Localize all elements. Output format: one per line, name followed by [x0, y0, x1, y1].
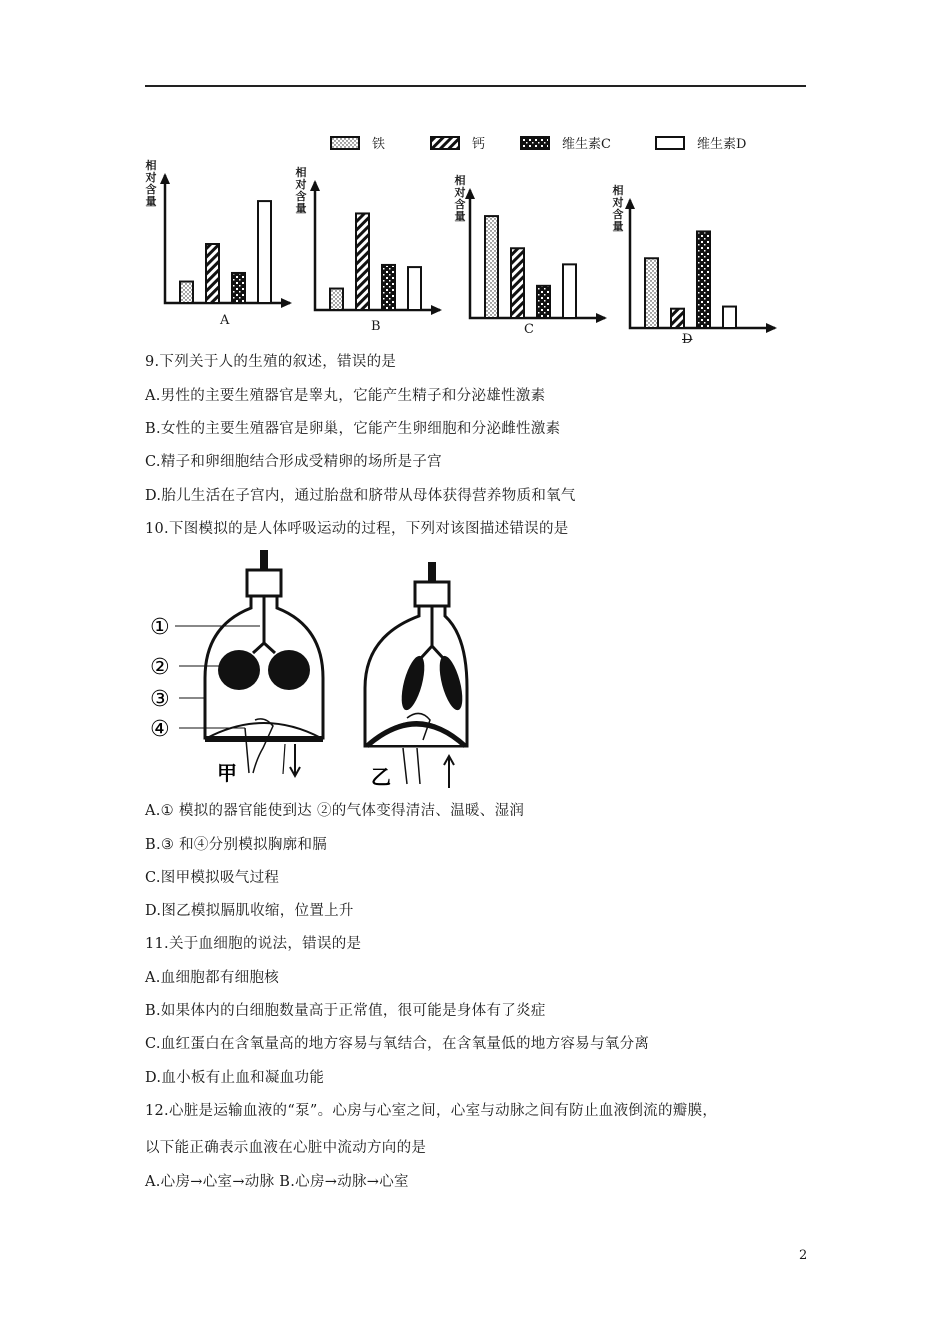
legend-swatch-hatch — [430, 136, 460, 150]
jar-right — [365, 562, 467, 788]
question-10-option-b: B.③ 和④分别模拟胸廓和膈 — [145, 837, 328, 853]
bar-chart-plot — [295, 162, 445, 317]
marker-2: ② — [150, 655, 170, 680]
legend-swatch-dots — [330, 136, 360, 150]
question-10-option-a: A.① 模拟的器官能使到达 ②的气体变得清洁、温暖、湿润 — [145, 803, 525, 819]
jar-left — [205, 550, 323, 776]
bar-dots — [645, 258, 658, 328]
question-10-option-c: C.图甲模拟吸气过程 — [145, 870, 280, 886]
question-9: 9.下列关于人的生殖的叙述，错误的是 — [145, 354, 397, 370]
bar-dots — [330, 289, 343, 310]
bar-checker — [697, 231, 710, 328]
bar-checker — [537, 286, 550, 318]
bar-empty — [408, 267, 421, 310]
page-number: 2 — [799, 1248, 808, 1263]
bar-empty — [258, 201, 271, 303]
legend-label: 维生素C — [562, 137, 611, 152]
top-rule — [145, 85, 806, 87]
bar-chart-a — [145, 155, 295, 335]
question-10-option-d: D.图乙模拟膈肌收缩，位置上升 — [145, 903, 354, 919]
question-10: 10.下图模拟的是人体呼吸运动的过程，下列对该图描述错误的是 — [145, 521, 569, 537]
legend-swatch-empty — [655, 136, 685, 150]
bar-empty — [563, 264, 576, 318]
label-jia: 甲 — [217, 761, 237, 785]
x-axis-label: A — [220, 313, 230, 328]
question-11-option-a: A.血细胞都有细胞核 — [145, 970, 280, 986]
question-9-option-c: C.精子和卵细胞结合形成受精卵的场所是子宫 — [145, 454, 442, 470]
y-axis-arrow — [310, 180, 320, 191]
question-11-option-d: D.血小板有止血和凝血功能 — [145, 1070, 325, 1086]
legend-item-vitamin-d — [655, 133, 746, 152]
bar-chart-b — [295, 162, 445, 342]
x-axis-arrow — [281, 298, 292, 308]
bar-dots — [180, 282, 193, 303]
x-axis-label: B — [371, 319, 381, 334]
x-axis-arrow — [431, 305, 442, 315]
y-axis-label: 相对含量 — [295, 166, 307, 215]
bar-checker — [232, 273, 245, 303]
marker-1: ① — [150, 615, 170, 640]
question-12-continued: 以下能正确表示血液在心脏中流动方向的是 — [145, 1140, 427, 1156]
bar-chart-d — [610, 180, 780, 350]
bar-hatch — [511, 248, 524, 318]
bar-hatch — [671, 309, 684, 328]
marker-4: ④ — [150, 717, 170, 742]
chart-legend — [330, 133, 800, 163]
legend-item-calcium — [430, 133, 485, 152]
bar-hatch — [356, 213, 369, 310]
y-axis-label: 相对含量 — [454, 174, 466, 223]
question-11-option-b: B.如果体内的白细胞数量高于正常值，很可能是身体有了炎症 — [145, 1003, 546, 1019]
bar-chart-plot — [145, 155, 295, 310]
y-axis-label: 相对含量 — [612, 184, 624, 233]
legend-label: 钙 — [472, 137, 486, 152]
question-12: 12.心脏是运输血液的“泵”。心房与心室之间，心室与动脉之间有防止血液倒流的瓣膜， — [145, 1103, 718, 1119]
question-9-option-d: D.胎儿生活在子宫内，通过胎盘和脐带从母体获得营养物质和氧气 — [145, 488, 576, 504]
legend-label: 维生素D — [697, 137, 747, 152]
x-axis-arrow — [766, 323, 777, 333]
y-axis-arrow — [465, 188, 475, 199]
legend-swatch-checker — [520, 136, 550, 150]
legend-item-iron — [330, 133, 385, 152]
question-11-option-c: C.血红蛋白在含氧量高的地方容易与氧结合，在含氧量低的地方容易与氧分离 — [145, 1036, 650, 1052]
label-yi: 乙 — [371, 765, 391, 788]
legend-item-vitamin-c — [520, 133, 611, 152]
bar-checker — [382, 265, 395, 310]
breathing-model-figure — [145, 548, 485, 792]
bar-empty — [723, 307, 736, 328]
bar-dots — [485, 216, 498, 318]
question-12-options: A.心房→心室→动脉 B.心房→动脉→心室 — [145, 1174, 409, 1190]
question-9-option-b: B.女性的主要生殖器官是卵巢，它能产生卵细胞和分泌雌性激素 — [145, 421, 561, 437]
marker-3: ③ — [150, 687, 170, 712]
bar-chart-c — [450, 170, 610, 350]
y-axis-arrow — [160, 173, 170, 184]
y-axis-label: 相对含量 — [145, 159, 157, 208]
bar-chart-plot — [450, 170, 610, 325]
legend-label: 铁 — [372, 137, 386, 152]
bell-jar-diagram — [145, 548, 485, 788]
x-axis-label: D — [682, 332, 693, 347]
question-9-option-a: A.男性的主要生殖器官是睾丸，它能产生精子和分泌雄性激素 — [145, 388, 546, 404]
bar-hatch — [206, 244, 219, 303]
x-axis-label: C — [524, 322, 534, 337]
y-axis-arrow — [625, 198, 635, 209]
question-11: 11.关于血细胞的说法，错误的是 — [145, 936, 362, 952]
bar-chart-plot — [610, 180, 780, 335]
x-axis-arrow — [596, 313, 607, 323]
